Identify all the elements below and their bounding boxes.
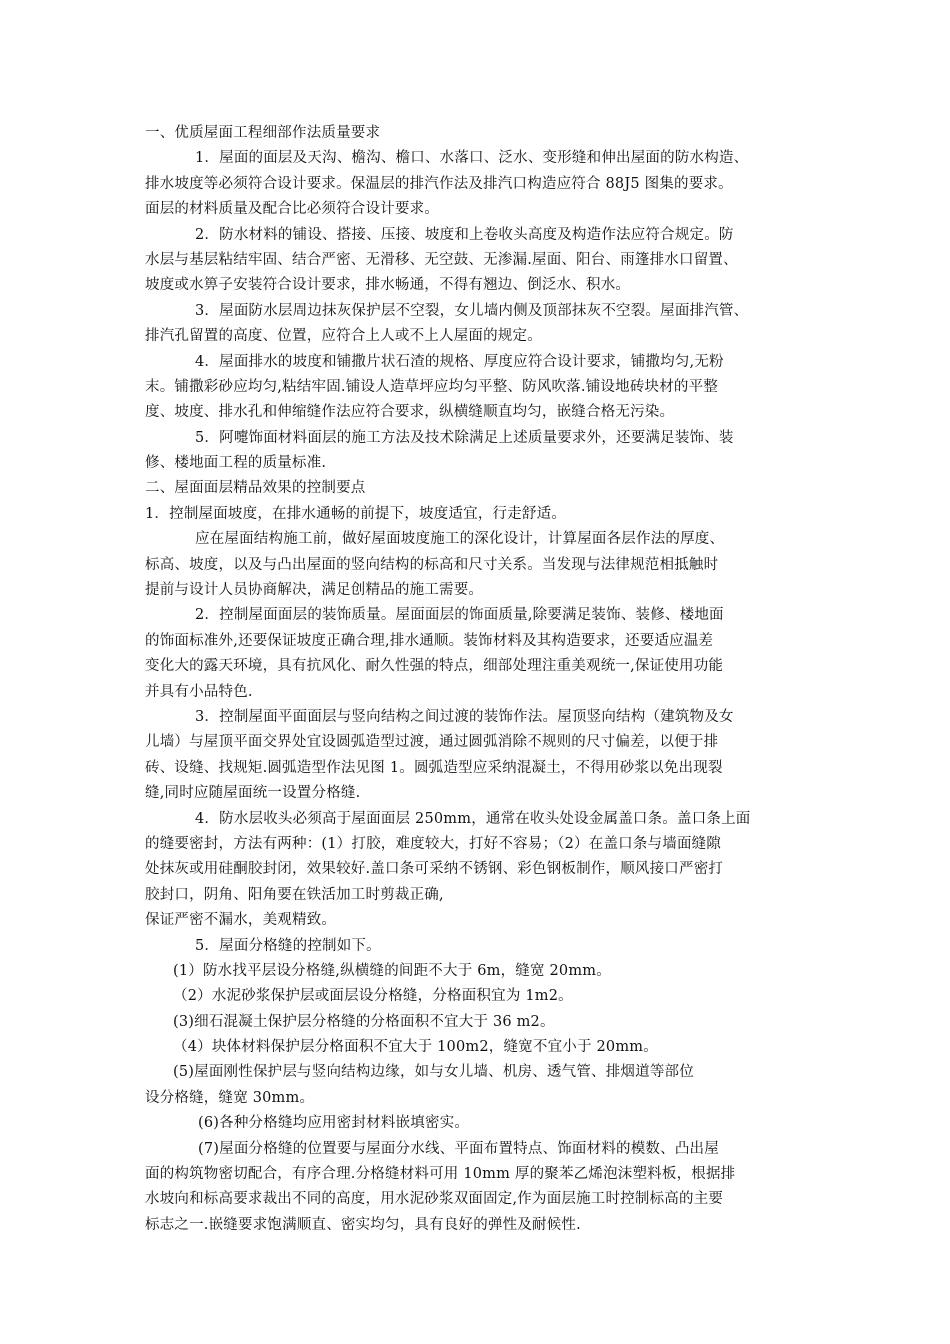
document-text-line: 设分格缝，缝宽 30mm。 [145,1089,315,1106]
document-text-line: 3．屋面防水层周边抹灰保护层不空裂，女儿墙内侧及顶部抹灰不空裂。屋面排汽管、 [195,302,749,319]
document-text-line: 排水坡度等必须符合设计要求。保温层的排汽作法及排汽口构造应符合 88J5 图集的要求。 [145,175,733,192]
document-text-line: 末。铺撒彩砂应均匀,粘结牢固.铺设人造草坪应均匀平整、防风吹落.铺设地砖块材的平整 [145,378,719,395]
document-text-line: 水层与基层粘结牢固、结合严密、无滑移、无空鼓、无渗漏.屋面、阳台、雨篷排水口留置、 [145,251,738,268]
document-text-line: 儿墙）与屋顶平面交界处宜设圆弧造型过渡，通过圆弧消除不规则的尺寸偏差，以便于排 [145,734,719,751]
document-text-line: (1）防水找平层设分格缝,纵横缝的间距不大于 6m，缝宽 20mm。 [173,962,611,979]
document-text-line: 1．控制屋面坡度，在排水通畅的前提下，坡度适宜，行走舒适。 [145,505,567,522]
document-text-line: （4）块体材料保护层分格面积不宜大于 100m2，缝宽不宜小于 20mm。 [173,1039,658,1056]
document-text-line: (5)屋面刚性保护层与竖向结构边缘，如与女儿墙、机房、透气管、排烟道等部位 [173,1064,694,1081]
document-text-line: 度、坡度、排水孔和伸缩缝作法应符合要求，纵横缝顺直均匀，嵌缝合格无污染。 [145,404,675,421]
document-text-line: 标志之一.嵌缝要求饱满顺直、密实均匀，具有良好的弹性及耐候性. [145,1216,581,1233]
document-text-line: 1．屋面的面层及天沟、檐沟、檐口、水落口、泛水、变形缝和伸出屋面的防水构造、 [195,150,749,167]
document-text-line: 并具有小品特色. [145,683,253,700]
document-text-line: (3)细石混凝土保护层分格缝的分格面积不宜大于 36 m2。 [173,1013,555,1030]
document-text-line: 变化大的露天环境，具有抗风化、耐久性强的特点，细部处理注重美观统一,保证使用功能 [145,658,724,675]
document-text-line: 提前与设计人员协商解决，满足创精品的施工需要。 [145,582,484,599]
document-text-line: 5．屋面分格缝的控制如下。 [195,937,381,954]
document-text-line: 修、楼地面工程的质量标准. [145,455,327,472]
document-text-line: 面的构筑物密切配合，有序合理.分格缝材料可用 10mm 厚的聚苯乙烯泡沫塑料板，根据排 [145,1166,736,1183]
document-text-line: (7)屋面分格缝的位置要与屋面分水线、平面布置特点、饰面材料的模数、凸出屋 [198,1140,719,1157]
document-text-line: 3．控制屋面平面面层与竖向结构之间过渡的装饰作法。屋顶竖向结构（建筑物及女 [195,708,734,725]
document-body [145,121,820,1238]
document-text-line: 4．防水层收头必须高于屋面面层 250mm，通常在收头处设金属盖口条。盖口条上面 [195,810,751,827]
document-text-line: （2）水泥砂浆保护层或面层设分格缝，分格面积宜为 1m2。 [173,988,573,1005]
document-text-line: 保证严密不漏水，美观精致。 [145,912,337,929]
document-text-line: 面层的材料质量及配合比必须符合设计要求。 [145,201,439,218]
document-text-line: 砖、设缝、找规矩.圆弧造型作法见图 1。圆弧造型应采纳混凝土，不得用砂浆以免出现裂 [145,759,723,776]
document-text-line: 2．控制屋面面层的装饰质量。屋面面层的饰面质量,除要满足装饰、装修、楼地面 [195,607,724,624]
document-text-line: 一、优质屋面工程细部作法质量要求 [145,125,381,141]
document-text-line: 的缝要密封，方法有两种：(1）打胶，难度较大，打好不容易；（2）在盖口条与墙面缝隙 [145,835,722,852]
document-text-line: 缝,同时应随屋面统一设置分格缝. [145,785,361,802]
document-text-line: (6)各种分格缝均应用密封材料嵌填密实。 [198,1115,470,1132]
document-text-line: 处抹灰或用硅酮胶封闭，效果较好.盖口条可采纳不锈钢、彩色钢板制作，顺风接口严密打 [145,861,724,878]
document-text-line: 5．阿嚏饰面材料面层的施工方法及技术除满足上述质量要求外，还要满足装饰、装 [195,429,734,446]
document-text-line: 4．屋面排水的坡度和铺撒片状石渣的规格、厚度应符合设计要求，铺撒均匀,无粉 [195,353,724,370]
document-text-line: 应在屋面结构施工前，做好屋面坡度施工的深化设计，计算屋面各层作法的厚度、 [195,531,725,548]
document-text-line: 胶封口，阴角、阳角要在铁活加工时剪裁正确, [145,886,444,903]
document-text-line: 标高、坡度，以及与凸出屋面的竖向结构的标高和尺寸关系。当发现与法律规范相抵触时 [145,556,719,573]
document-text-line: 的饰面标准外,还要保证坡度正确合理,排水通顺。装饰材料及其构造要求，还要适应温差 [145,632,714,649]
document-text-line: 坡度或水箅子安装符合设计要求，排水畅通，不得有翘边、倒泛水、积水。 [145,277,631,294]
document-text-line: 水坡向和标高要求裁出不同的高度，用水泥砂浆双面固定,作为面层施工时控制标高的主要 [145,1191,724,1208]
document-text-line: 2．防水材料的铺设、搭接、压接、坡度和上卷收头高度及构造作法应符合规定。防 [195,226,734,243]
document-text-line: 排汽孔留置的高度、位置，应符合上人或不上人屋面的规定。 [145,328,542,345]
document-text-line: 二、屋面面层精品效果的控制要点 [145,480,366,497]
